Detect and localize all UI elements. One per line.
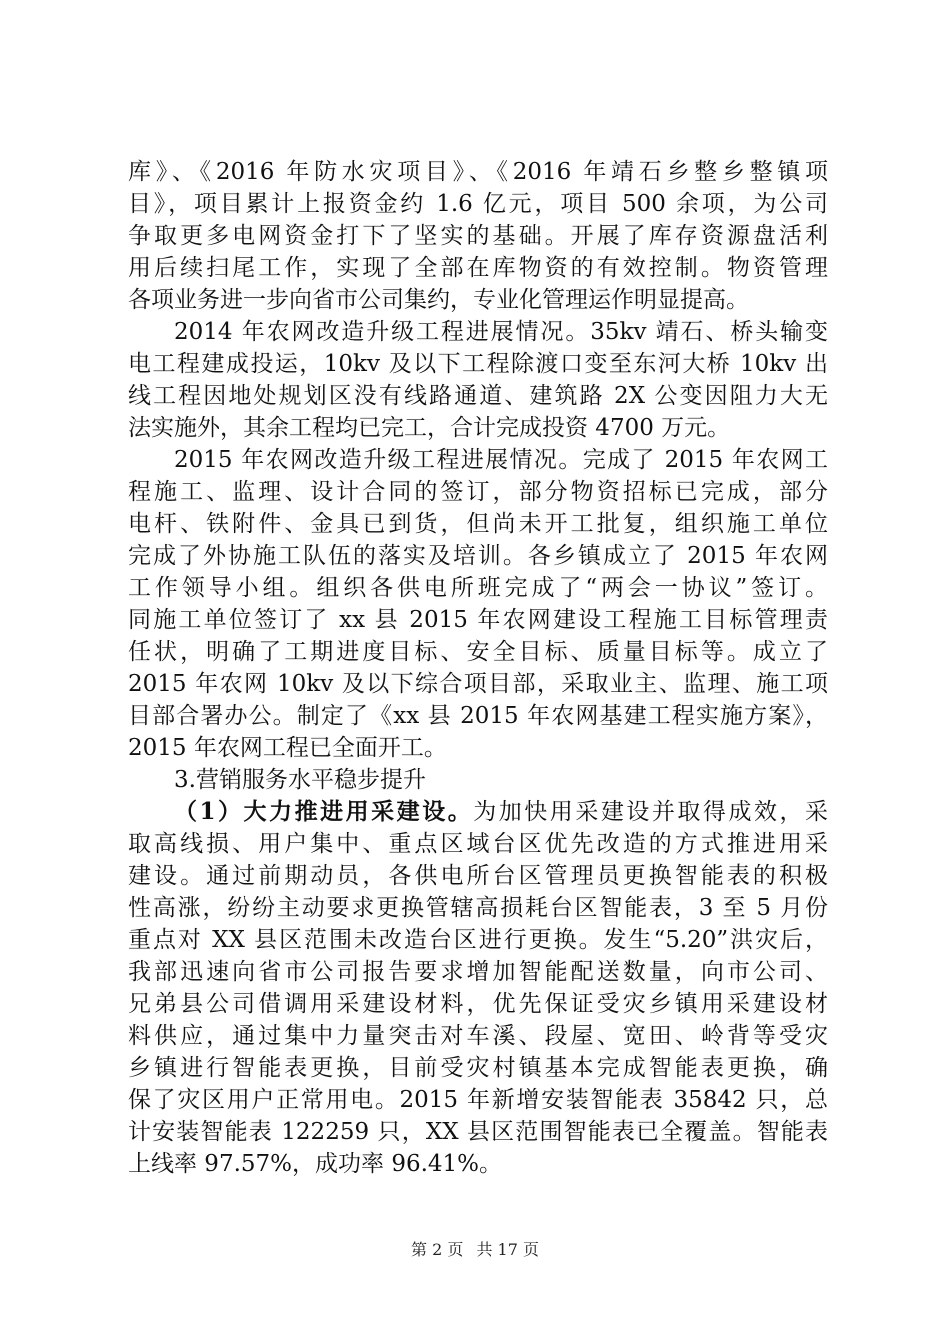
page-number: 第 2 页 xyxy=(411,1240,464,1259)
text-line: 同施工单位签订了 xx 县 2015 年农网建设工程施工目标管理责 xyxy=(128,607,828,633)
text-line: 2015 年农网改造升级工程进展情况。完成了 2015 年农网工 xyxy=(174,447,828,473)
text-line: 兄弟县公司借调用采建设材料，优先保证受灾乡镇用采建设材 xyxy=(128,991,828,1017)
line-text: 为加快用采建设并取得成效，采 xyxy=(473,799,828,825)
text-line: 计安装智能表 122259 只，XX 县区范围智能表已全覆盖。智能表 xyxy=(128,1119,828,1145)
text-line: 乡镇进行智能表更换，目前受灾村镇基本完成智能表更换，确 xyxy=(128,1055,828,1081)
text-line: 任状，明确了工期进度目标、安全目标、质量目标等。成立了 xyxy=(128,639,828,665)
text-line: 性高涨，纷纷主动要求更换管辖高损耗台区智能表，3 至 5 月份 xyxy=(128,895,828,921)
text-line: 库》、《2016 年防水灾项目》、《2016 年靖石乡整乡整镇项 xyxy=(128,159,828,185)
text-line: 2015 年农网工程已全面开工。 xyxy=(128,735,447,761)
text-line: 料供应，通过集中力量突击对车溪、段屋、宽田、岭背等受灾 xyxy=(128,1023,828,1049)
text-line: 目》，项目累计上报资金约 1.6 亿元，项目 500 余项，为公司 xyxy=(128,191,828,217)
text-line xyxy=(128,796,828,828)
text-line: 目部合署办公。制定了《xx 县 2015 年农网基建工程实施方案》， xyxy=(128,703,828,729)
text-line: 我部迅速向省市公司报告要求增加智能配送数量，向市公司、 xyxy=(128,959,828,985)
text-line: 各项业务进一步向省市公司集约，专业化管理运作明显提高。 xyxy=(128,287,749,313)
text-line: 取高线损、用户集中、重点区域台区优先改造的方式推进用采 xyxy=(128,831,828,857)
page-footer xyxy=(0,1240,950,1260)
text-line: 线工程因地处规划区没有线路通道、建筑路 2X 公变因阻力大无 xyxy=(128,383,828,409)
text-line: 3.营销服务水平稳步提升 xyxy=(174,767,426,793)
text-line: 上线率 97.57%，成功率 96.41%。 xyxy=(128,1151,503,1177)
document-body xyxy=(128,156,828,1180)
text-line: 完成了外协施工队伍的落实及培训。各乡镇成立了 2015 年农网 xyxy=(128,543,828,569)
text-line: 重点对 XX 县区范围未改造台区进行更换。发生“5.20”洪灾后， xyxy=(128,927,828,953)
text-line: 工作领导小组。组织各供电所班完成了“两会一协议”签订。 xyxy=(128,575,828,601)
text-line: 2015 年农网 10kv 及以下综合项目部，采取业主、监理、施工项 xyxy=(128,671,828,697)
text-line: 用后续扫尾工作，实现了全部在库物资的有效控制。物资管理 xyxy=(128,255,828,281)
text-line: 程施工、监理、设计合同的签订，部分物资招标已完成，部分 xyxy=(128,479,828,505)
text-line: 2014 年农网改造升级工程进展情况。35kv 靖石、桥头输变 xyxy=(174,319,828,345)
text-line: 保了灾区用户正常用电。2015 年新增安装智能表 35842 只，总 xyxy=(128,1087,828,1113)
text-line: 法实施外，其余工程均已完工，合计完成投资 4700 万元。 xyxy=(128,415,731,441)
text-line: 电工程建成投运，10kv 及以下工程除渡口变至东河大桥 10kv 出 xyxy=(128,351,828,377)
text-line: 争取更多电网资金打下了坚实的基础。开展了库存资源盘活利 xyxy=(128,223,828,249)
page-total: 共 17 页 xyxy=(476,1240,539,1259)
bold-heading: （1）大力推进用采建设。 xyxy=(174,798,474,825)
text-line: 电杆、铁附件、金具已到货，但尚未开工批复，组织施工单位 xyxy=(128,511,828,537)
text-line: 建设。通过前期动员，各供电所台区管理员更换智能表的积极 xyxy=(128,863,828,889)
